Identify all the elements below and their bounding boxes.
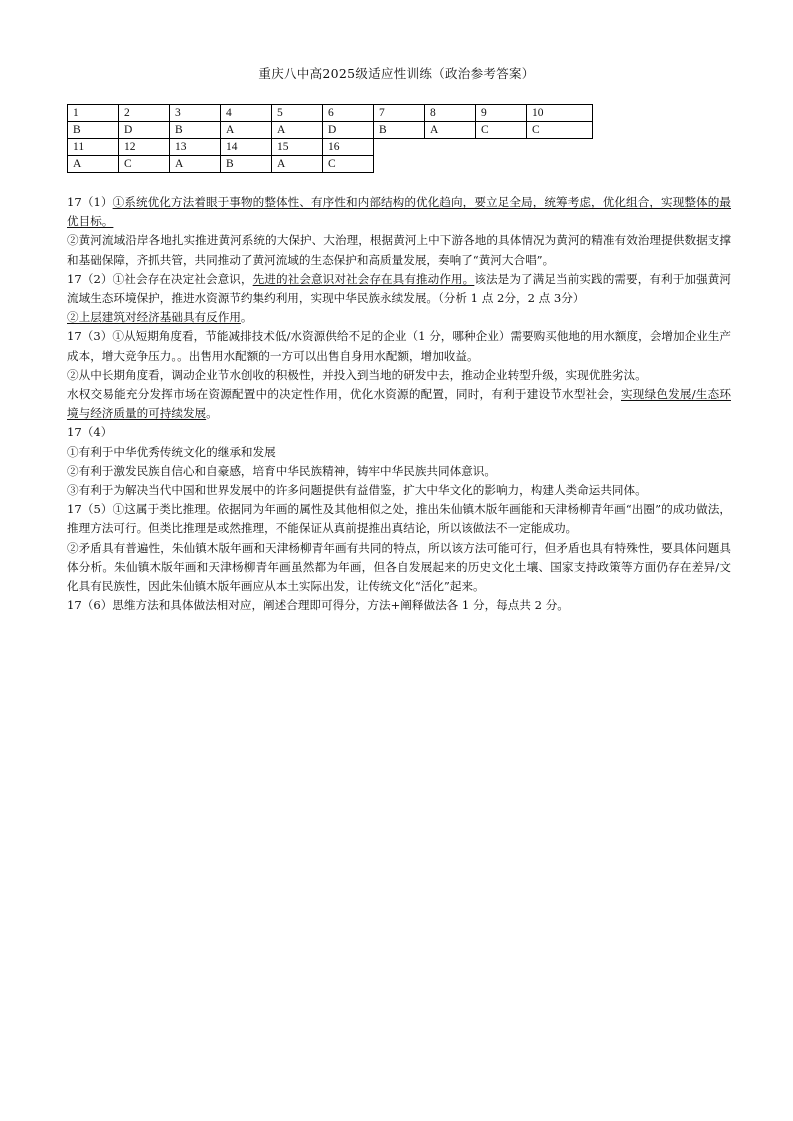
q17-5-point-2: ②矛盾具有普遍性，朱仙镇木版年画和天津杨柳青年画有共同的特点，所以该方法可能可行，但矛盾也具有特殊性，要具体问题具体分析。朱仙镇木版年画和天津杨柳青年画虽然都为年画，但各自发展起来的历史文化土壤、国家支持政策等方面仍存在差异/文化具有民族性，因此朱仙镇木版年画应从本土实际出发，让传统文化“活化”起来。: [67, 540, 731, 594]
q17-4-point-2: ②有利于激发民族自信心和自豪感，培育中华民族精神，铸牢中华民族共同体意识。: [67, 463, 496, 478]
answer-cell: A: [272, 156, 323, 173]
answer-cell: C: [119, 156, 170, 173]
empty-cell: [425, 139, 476, 156]
question-number: 3: [170, 105, 221, 122]
q17-5-point-1: 17（5）①这属于类比推理。依据同为年画的属性及其他相似之处，推出朱仙镇木版年画能和天津杨柳青年画“出圈”的成功做法，推理方法可行。但类比推理是或然推理，不能保证从真前提推出真结论，所以该做法不一定能成功。: [67, 502, 731, 536]
answer-cell: D: [323, 122, 374, 139]
key-point-underlined: 先进的社会意识对社会存在具有推动作用。: [252, 271, 475, 286]
question-number: 14: [221, 139, 272, 156]
question-label: 17（1）: [67, 195, 113, 209]
empty-cell: [476, 139, 527, 156]
answer-cell: C: [476, 122, 527, 139]
answer-text: 17（2）①社会存在决定社会意识，: [67, 271, 253, 286]
question-number: 16: [323, 139, 374, 156]
answer-text: 该法是为了满足当前实践的需要，有利于加强黄河流域生态环境保护，推进水资源节约集约利用，实现中华民族永续发展。（分析 1 点 2分，2 点 3分）: [67, 271, 731, 306]
empty-cell: [527, 139, 593, 156]
q17-3-point-1: 17（3）①从短期角度看，节能减排技术低/水资源供给不足的企业（1 分，哪种企业）需要购买他地的用水额度，会增加企业生产成本，增大竞争压力。。出售用水配额的一方可以出售自身用水配额，增加收益。: [67, 329, 731, 363]
question-number: 1: [68, 105, 119, 122]
q17-1-point-1: [67, 193, 731, 231]
empty-cell: [527, 156, 593, 173]
answer-cell: A: [425, 122, 476, 139]
document-title: 重庆八中高2025级适应性训练（政治参考答案）: [258, 66, 535, 81]
answer-cell: B: [221, 156, 272, 173]
question-number: 4: [221, 105, 272, 122]
question-number: 15: [272, 139, 323, 156]
answer-cell: D: [119, 122, 170, 139]
question-number: 2: [119, 105, 170, 122]
q17-6-point-1: 17（6）思维方法和具体做法相对应，阐述合理即可得分，方法+阐释做法各 1 分，每点共 2 分。: [67, 598, 569, 613]
question-number: 13: [170, 139, 221, 156]
empty-cell: [374, 139, 425, 156]
answer-cell: B: [374, 122, 425, 139]
answer-cell: C: [527, 122, 593, 139]
question-number: 8: [425, 105, 476, 122]
question-number: 6: [323, 105, 374, 122]
answer-table-row-answers-2: [68, 156, 593, 173]
q17-4-label: 17（4）: [67, 425, 113, 440]
key-point-underlined: 实现绿色发展/生态环境与经济质量的可持续发展: [67, 387, 731, 421]
answer-table-row-numbers-1: [68, 105, 593, 122]
answer-cell: B: [170, 122, 221, 139]
answer-cell: A: [272, 122, 323, 139]
answer-content: [67, 193, 731, 615]
q17-2-point-2: [67, 308, 731, 327]
key-point-underlined: ②上层建筑对经济基础具有反作用: [67, 310, 241, 325]
q17-3-point-3: [67, 385, 731, 423]
empty-cell: [476, 156, 527, 173]
empty-cell: [425, 156, 476, 173]
question-number: 10: [527, 105, 593, 122]
question-number: 12: [119, 139, 170, 156]
key-point-underlined: ①系统优化方法着眼于事物的整体性、有序性和内部结构的优化趋向，要立足全局，统筹考虑，优化组合，实现整体的最优目标。: [67, 195, 731, 229]
q17-2-point-1: [67, 270, 731, 308]
question-number: 7: [374, 105, 425, 122]
answer-cell: A: [170, 156, 221, 173]
answer-cell: C: [323, 156, 374, 173]
answer-text: 。: [206, 406, 218, 421]
empty-cell: [374, 156, 425, 173]
answer-text: 水权交易能充分发挥市场在资源配置中的决定性作用，优化水资源的配置，同时，有利于建设节水型社会，: [67, 387, 621, 402]
answer-text: 。: [240, 310, 253, 325]
q17-1-point-2: ②黄河流域沿岸各地扎实推进黄河系统的大保护、大治理，根据黄河上中下游各地的具体情况为黄河的精准有效治理提供数据支撑和基础保障，齐抓共管，共同推动了黄河流域的生态保护和高质量发展，奏响了“黄河大合唱”。: [67, 233, 731, 267]
answer-cell: A: [221, 122, 272, 139]
question-number: 11: [68, 139, 119, 156]
question-number: 5: [272, 105, 323, 122]
answer-cell: B: [68, 122, 119, 139]
question-number: 9: [476, 105, 527, 122]
q17-4-point-1: ①有利于中华优秀传统文化的继承和发展: [67, 444, 276, 459]
q17-3-point-2: ②从中长期角度看，调动企业节水创收的积极性，并投入到当地的研发中去，推动企业转型升级，实现优胜劣汰。: [67, 367, 647, 382]
answer-table-row-answers-1: [68, 122, 593, 139]
answer-table: [67, 104, 593, 173]
q17-4-point-3: ③有利于为解决当代中国和世界发展中的许多问题提供有益借鉴，扩大中华文化的影响力，构建人类命运共同体。: [67, 483, 647, 498]
answer-table-row-numbers-2: [68, 139, 593, 156]
answer-cell: A: [68, 156, 119, 173]
